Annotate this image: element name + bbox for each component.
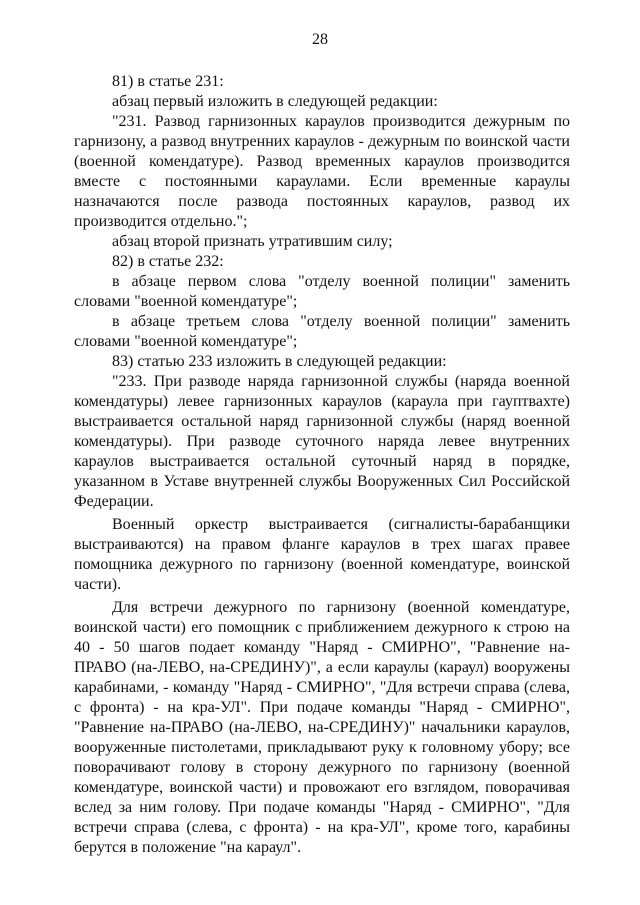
document-body (74, 72, 570, 858)
paragraph-greeting: Для встречи дежурного по гарнизону (военной комендатуре, воинской части) его помощник с приближением дежурного к строю на 40 - 50 шагов подает команду "Наряд - СМИРНО", "Равнение на-ПРАВО (на-ЛЕВО, на-СРЕДИНУ)", а если караулы (караул) вооружены карабинами, - команду "Наряд - СМИРНО", "Для встречи справа (слева, с фронта) - на кра-УЛ". При подаче команды "Наряд - СМИРНО", "Равнение на-ПРАВО (на-ЛЕВО, на-СРЕДИНУ)" начальники караулов, вооруженные пистолетами, прикладывают руку к головному убору; все поворачивают голову в сторону дежурного по гарнизону (военной комендатуре, воинской части) и провожают его взглядом, поворачивая вслед за ним голову. При подаче команды "Наряд - СМИРНО", "Для встречи справа (слева, с фронта) - на кра-УЛ", кроме того, карабины берутся в положение "на караул". (74, 599, 570, 856)
paragraph-instruction: абзац второй признать утратившим силу; (112, 233, 393, 250)
paragraph-article-231: "231. Развод гарнизонных караулов производится дежурным по гарнизону, а развод внутренних караулов - дежурным по воинской части (военной комендатуре). Развод временных караулов производится вместе с постоянными караулами. Если временные караулы назначаются после развода постоянных караулов, развод их производится отдельно."; (74, 113, 570, 230)
paragraph-instruction: в абзаце третьем слова "отделу военной полиции" заменить словами "военной комендатуре"; (74, 313, 570, 350)
page-number: 28 (312, 31, 328, 48)
paragraph-orchestra: Военный оркестр выстраивается (сигналисты-барабанщики выстраиваются) на правом фланге караулов в трех шагах правее помощника дежурного по гарнизону (военной комендатуре, воинской части). (74, 516, 570, 593)
paragraph-article-233: "233. При разводе наряда гарнизонной службы (наряда военной комендатуры) левее гарнизонных караулов (караула при гауптвахте) выстраивается остальной наряд гарнизонной службы (наряд военной комендатуры). При разводе суточного наряда левее внутренних караулов выстраивается остальной суточный наряд в порядке, указанном в Уставе внутренней службы Вооруженных Сил Российской Федерации. (74, 373, 570, 510)
paragraph-instruction: в абзаце первом слова "отделу военной полиции" заменить словами "военной комендатуре"; (74, 273, 570, 310)
paragraph-instruction: абзац первый изложить в следующей редакции: (112, 93, 438, 110)
paragraph-item-81: 81) в статье 231: (112, 73, 224, 90)
paragraph-item-83: 83) статью 233 изложить в следующей редакции: (112, 353, 447, 370)
paragraph-item-82: 82) в статье 232: (112, 253, 224, 270)
